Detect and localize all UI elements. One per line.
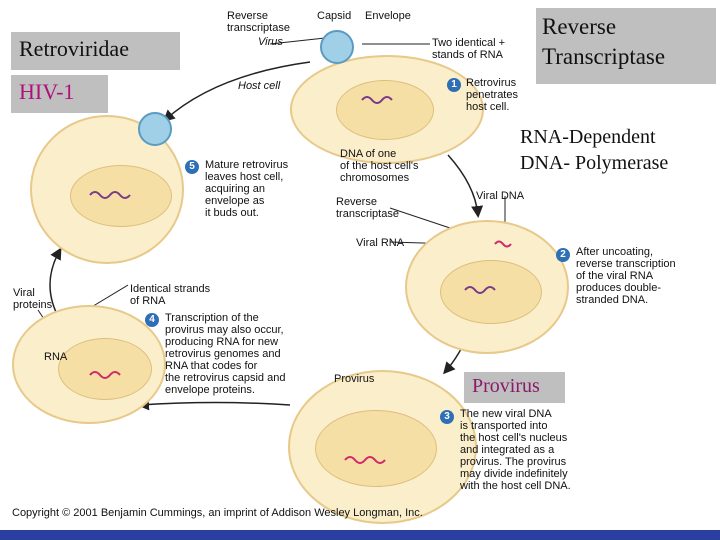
label-envelope: Envelope (365, 10, 411, 22)
step-2-text: After uncoating, reverse transcription of the viral RNA produces double- stranded DNA. (576, 246, 676, 306)
step-1-number: 1 (447, 78, 461, 92)
label-reverse-transcriptase-mid: Reverse transcriptase (336, 196, 399, 220)
label-capsid: Capsid (317, 10, 352, 22)
label-virus: Virus (258, 36, 283, 48)
copyright-text: Copyright © 2001 Benjamin Cummings, an imprint of Addison Wesley Longman, Inc. (12, 507, 423, 519)
bottom-bar (0, 530, 720, 540)
label-host-cell: Host cell (238, 80, 281, 92)
label-viral-dna: Viral DNA (476, 190, 525, 202)
hiv-label: HIV-1 (19, 79, 75, 104)
reverse-transcriptase-label: Reverse Transcriptase (542, 14, 666, 69)
step-4-number: 4 (145, 313, 159, 327)
label-provirus-small: Provirus (334, 373, 375, 385)
step-5-number: 5 (185, 160, 199, 174)
retroviridae-box (11, 32, 180, 70)
provirus-box-label: Provirus (472, 375, 540, 397)
label-reverse-transcriptase-top: Reverse transcriptase (227, 10, 290, 34)
label-viral-proteins: Viral proteins (13, 287, 53, 311)
label-rna: RNA (44, 351, 68, 363)
step-4-text: Transcription of the provirus may also occur, producing RNA for new retrovirus genomes and RNA that codes for the retrovirus capsid and envelope proteins. (165, 312, 286, 396)
reverse-transcriptase-box (536, 8, 716, 84)
label-viral-rna: Viral RNA (356, 237, 405, 249)
hiv-box (11, 75, 108, 113)
step-3-number: 3 (440, 410, 454, 424)
retroviridae-label: Retroviridae (19, 36, 129, 61)
step-1-text: Retrovirus penetrates host cell. (466, 77, 518, 113)
step-3-text: The new viral DNA is transported into the host cell's nucleus and integrated as a provirus. The provirus may divide indefinitely with the host cell DNA. (460, 408, 571, 492)
provirus-box (464, 372, 565, 403)
label-dna-chromosomes: DNA of one of the host cell's chromosomes (340, 148, 419, 184)
step-2-number: 2 (556, 248, 570, 262)
rna-dependent-label: RNA-Dependent DNA- Polymerase (520, 126, 669, 174)
label-identical-strands: Identical strands of RNA (130, 283, 211, 307)
step-5-text: Mature retrovirus leaves host cell, acquiring an envelope as it buds out. (205, 159, 289, 219)
label-two-strands: Two identical + stands of RNA (432, 37, 506, 61)
